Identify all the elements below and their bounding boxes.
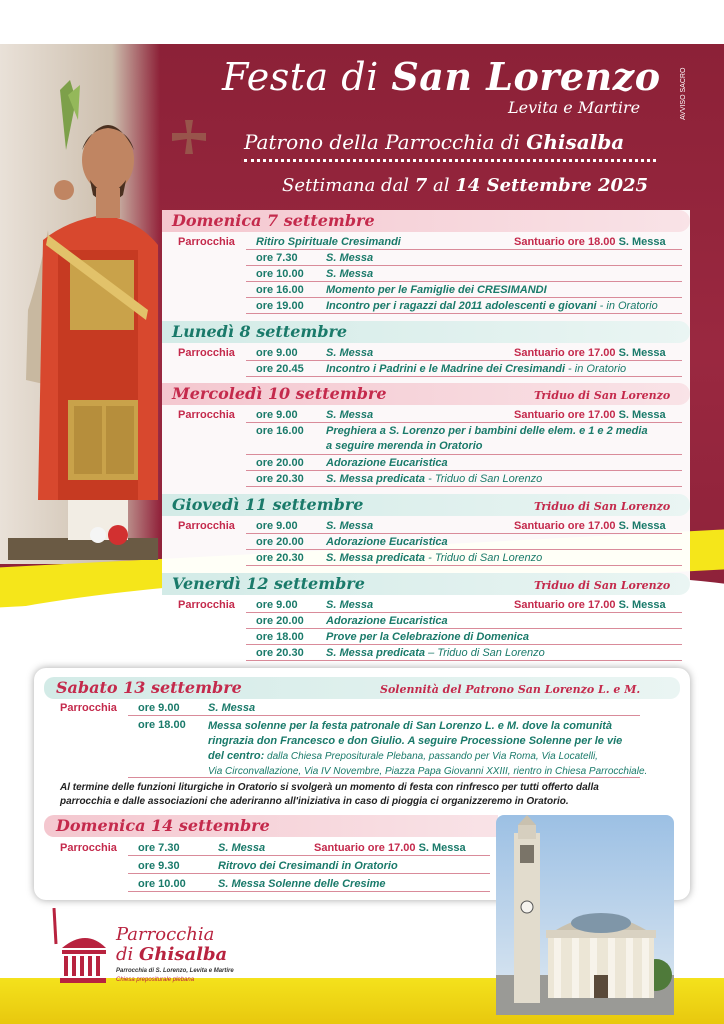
event-time: ore 16.00	[256, 284, 304, 296]
event-desc: S. Messa Solenne delle Cresime	[218, 878, 386, 890]
schedule-row	[246, 266, 682, 282]
parrocchia-label: Parrocchia	[178, 236, 235, 248]
triduo-label: Triduo di San Lorenzo	[534, 500, 671, 513]
event-desc: S. Messa	[326, 520, 374, 532]
event-time: ore 9.30	[138, 860, 180, 872]
santuario-info: Santuario ore 17.00 S. Messa	[514, 409, 666, 421]
parrocchia-label: Parrocchia	[178, 520, 235, 532]
santuario-info: Santuario ore 17.00 S. Messa	[514, 520, 666, 532]
event-time: ore 20.45	[256, 363, 304, 375]
event-time: ore 9.00	[256, 520, 298, 532]
event-desc: Preghiera a S. Lorenzo per i bambini delle elem. e 1 e 2 media	[326, 425, 648, 437]
event-desc: Adorazione Eucaristica	[326, 536, 448, 548]
event-time: ore 20.00	[256, 536, 304, 548]
event-desc: S. Messa	[326, 268, 374, 280]
schedule-row	[246, 455, 682, 471]
main-title: Festa di San Lorenzo	[222, 54, 661, 99]
logo-line3: Parrocchia di S. Lorenzo, Levita e Martire	[116, 968, 234, 974]
schedule-row	[246, 613, 682, 629]
event-time: ore 20.30	[256, 647, 304, 659]
event-time: ore 10.00	[138, 878, 186, 890]
event-time: ore 20.00	[256, 615, 304, 627]
event-desc: S. Messa	[326, 347, 374, 359]
church-photo	[496, 815, 674, 1015]
parrocchia-label: Parrocchia	[60, 842, 117, 854]
procession-desc: Messa solenne per la festa patronale di San Lorenzo L. e M. dove la comunità ringrazia don Francesco e don Giulio. A seguire Processione Solenne per le vie del centro: dalla Chiesa Prepositurale Plebana, passando per Via Roma, Via Locatelli, Via Circonvallazione, Via IV Novembre, Piazza Papa Giovanni XXIII, rientro in Chiesa Parrocchiale.	[208, 720, 648, 777]
event-time: ore 18.00	[138, 719, 186, 731]
event-desc: Ritiro Spirituale Cresimandi	[256, 236, 401, 248]
day-name: Mercoledì 10 settembre	[172, 384, 387, 403]
event-desc: S. Messa predicata - Triduo di San Lorenzo	[326, 552, 543, 564]
event-desc: Prove per la Celebrazione di Domenica	[326, 631, 529, 643]
parrocchia-label: Parrocchia	[60, 702, 117, 714]
event-desc: S. Messa	[326, 599, 374, 611]
festa-note: Al termine delle funzioni liturgiche in Oratorio si svolgerà un momento di festa con rinfresco per tutti offerto dalla parrocchia e dalle associazioni che aderiranno all'iniziativa in caso di pioggia ci organizzeremo in Oratorio.	[60, 782, 599, 807]
church-logo-icon	[48, 908, 110, 986]
event-desc: S. Messa	[208, 702, 256, 714]
triduo-label: Triduo di San Lorenzo	[534, 579, 671, 592]
day-name: Domenica 14 settembre	[56, 816, 270, 835]
event-time: ore 9.00	[138, 702, 180, 714]
solemnity-label: Solennità del Patrono San Lorenzo L. e M.	[380, 683, 641, 696]
event-desc: Incontro i Padrini e le Madrine dei Cresimandi - in Oratorio	[326, 363, 627, 375]
event-desc: Ritrovo dei Cresimandi in Oratorio	[218, 860, 398, 872]
event-time: ore 20.00	[256, 457, 304, 469]
schedule-row	[246, 534, 682, 550]
avviso-sacro-label: AVVISO SACRO	[680, 67, 687, 120]
day-name: Lunedì 8 settembre	[172, 322, 348, 341]
event-time: ore 9.00	[256, 409, 298, 421]
event-desc: Momento per le Famiglie dei CRESIMANDI	[326, 284, 547, 296]
day-name: Venerdì 12 settembre	[172, 574, 365, 593]
subtitle: Levita e Martire	[508, 98, 641, 117]
logo-line4: Chiesa prepositurale plebana	[116, 977, 195, 983]
event-desc: Adorazione Eucaristica	[326, 457, 448, 469]
day-name: Domenica 7 settembre	[172, 211, 375, 230]
week-line: Settimana dal 7 al 14 Settembre 2025	[282, 175, 649, 196]
schedule-row-divider	[128, 762, 640, 778]
triduo-label: Triduo di San Lorenzo	[534, 389, 671, 402]
santuario-info: Santuario ore 17.00 S. Messa	[514, 347, 666, 359]
logo-line1: Parrocchia	[116, 924, 215, 945]
background-top-strip	[0, 0, 724, 44]
event-desc: Incontro per i ragazzi dal 2011 adolescenti e giovani - in Oratorio	[326, 300, 658, 312]
parrocchia-label: Parrocchia	[178, 599, 235, 611]
cross-icon	[170, 118, 208, 156]
patron-line: Patrono della Parrocchia di Ghisalba	[244, 130, 625, 154]
event-time: ore 10.00	[256, 268, 304, 280]
event-time: ore 20.30	[256, 473, 304, 485]
logo-line2: di Ghisalba	[116, 944, 228, 965]
day-name: Sabato 13 settembre	[56, 678, 242, 697]
event-time: ore 16.00	[256, 425, 304, 437]
santuario-info: Santuario ore 17.00 S. Messa	[514, 599, 666, 611]
schedule-row	[128, 700, 640, 716]
event-time: ore 18.00	[256, 631, 304, 643]
saint-lorenzo-statue-image	[8, 80, 158, 560]
event-time: ore 9.00	[256, 347, 298, 359]
event-time: ore 7.30	[256, 252, 298, 264]
event-desc: S. Messa	[326, 409, 374, 421]
santuario-info: Santuario ore 17.00 S. Messa	[314, 842, 466, 854]
event-desc-line2: a seguire merenda in Oratorio	[326, 440, 483, 452]
event-desc: S. Messa	[218, 842, 266, 854]
event-time: ore 19.00	[256, 300, 304, 312]
event-time: ore 9.00	[256, 599, 298, 611]
event-desc: S. Messa	[326, 252, 374, 264]
event-desc: S. Messa predicata – Triduo di San Lorenzo	[326, 647, 545, 659]
parrocchia-label: Parrocchia	[178, 409, 235, 421]
parrocchia-label: Parrocchia	[178, 347, 235, 359]
event-desc: S. Messa predicata - Triduo di San Lorenzo	[326, 473, 543, 485]
event-time: ore 7.30	[138, 842, 180, 854]
day-name: Giovedì 11 settembre	[172, 495, 364, 514]
event-time: ore 20.30	[256, 552, 304, 564]
schedule-row	[246, 250, 682, 266]
event-desc: Adorazione Eucaristica	[326, 615, 448, 627]
dotted-divider	[244, 159, 656, 166]
santuario-info: Santuario ore 18.00 S. Messa	[514, 236, 666, 248]
parish-logo	[48, 908, 248, 988]
